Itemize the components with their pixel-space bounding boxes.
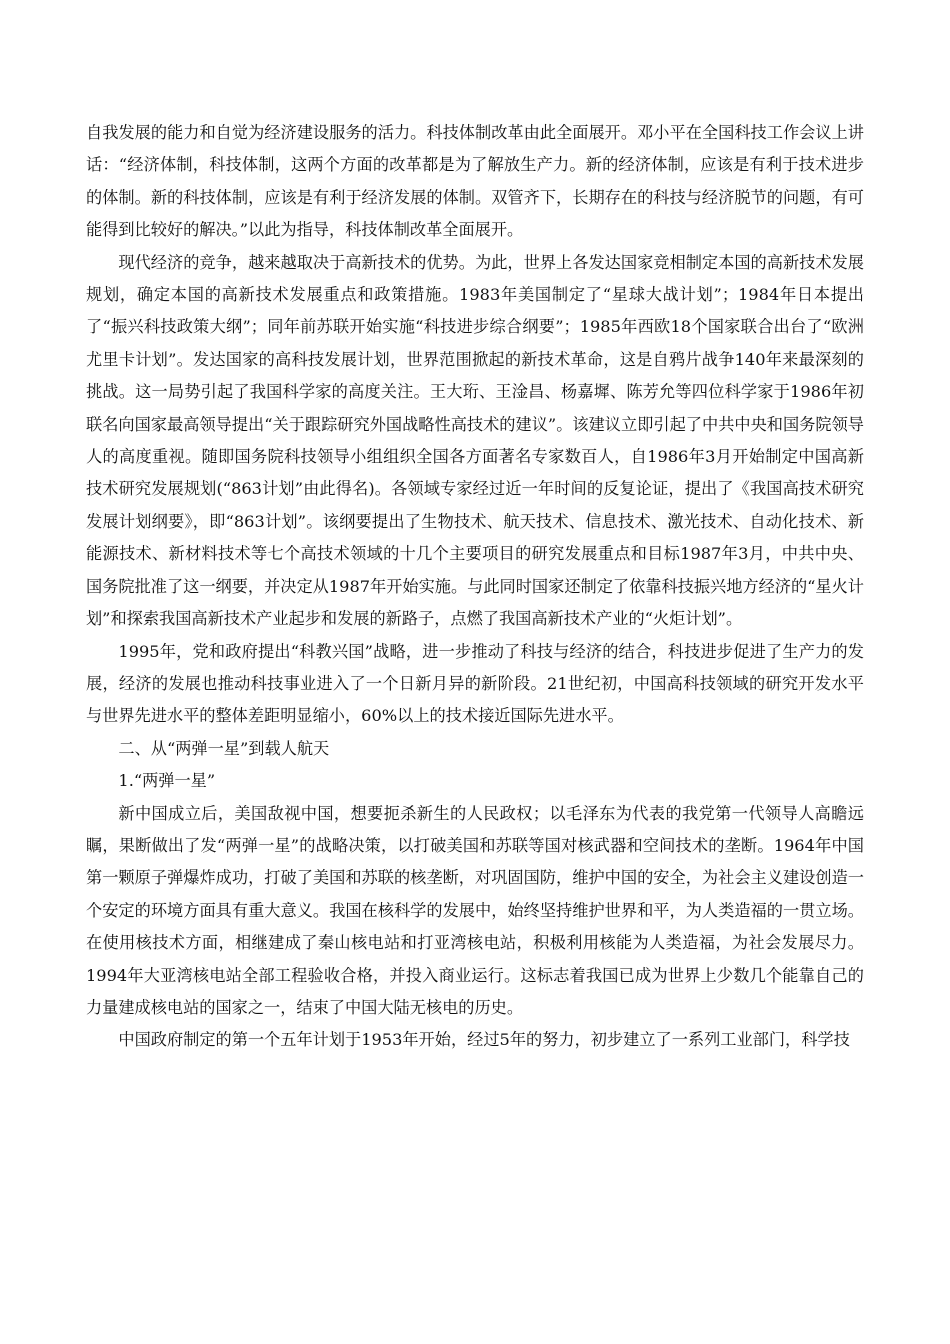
paragraph-863-plan: 现代经济的竞争，越来越取决于高新技术的优势。为此，世界上各发达国家竞相制定本国的高新技术发展规划，确定本国的高新技术发展重点和政策措施。1983年美国制定了“星球大战计划”；1984年日本提出了“振兴科技政策大纲”；同年前苏联开始实施“科技进步综合纲要”；1985年西欧18个国家联合出台了“欧洲尤里卡计划”。发达国家的高科技发展计划，世界范围掀起的新技术革命，这是自鸦片战争140年来最深刻的挑战。这一局势引起了我国科学家的高度关注。王大珩、王淦昌、杨嘉墀、陈芳允等四位科学家于1986年初联名向国家最高领导提出“关于跟踪研究外国战略性高技术的建议”。该建议立即引起了中共中央和国务院领导人的高度重视。随即国务院科技领导小组组织全国各方面著名专家数百人，自1986年3月开始制定中国高新技术研究发展规划(“863计划”由此得名)。各领域专家经过近一年时间的反复论证，提出了《我国高技术研究发展计划纲要》，即“863计划”。该纲要提出了生物技术、航天技术、信息技术、激光技术、自动化技术、新能源技术、新材料技术等七个高技术领域的十几个主要项目的研究发展重点和目标1987年3月，中共中央、国务院批准了这一纲要，并决定从1987年开始实施。与此同时国家还制定了依靠科技振兴地方经济的“星火计划”和探索我国高新技术产业起步和发展的新路子，点燃了我国高新技术产业的“火炬计划”。 <box>86 252 864 629</box>
paragraph-science-education: 1995年，党和政府提出“科教兴国”战略，进一步推动了科技与经济的结合，科技进步促进了生产力的发展，经济的发展也推动科技事业进入了一个日新月异的新阶段。21世纪初，中国高科技领域的研究开发水平与世界先进水平的整体差距明显缩小，60%以上的技术接近国际先进水平。 <box>86 641 864 726</box>
document-page <box>86 117 864 1057</box>
paragraph-five-year-plan: 中国政府制定的第一个五年计划于1953年开始，经过5年的努力，初步建立了一系列工业部门，科学技 <box>118 1030 850 1050</box>
section-heading: 二、从“两弹一星”到载人航天 <box>118 738 330 758</box>
subsection-heading: 1.“两弹一星” <box>118 771 216 791</box>
paragraph-tech-reform: 自我发展的能力和自觉为经济建设服务的活力。科技体制改革由此全面展开。邓小平在全国科技工作会议上讲话：“经济体制，科技体制，这两个方面的改革都是为了解放生产力。新的经济体制，应该是有利于技术进步的体制。新的科技体制，应该是有利于经济发展的体制。双管齐下，长期存在的科技与经济脱节的问题，有可能得到比较好的解决。”以此为指导，科技体制改革全面展开。 <box>86 123 864 240</box>
paragraph-two-bombs-one-satellite: 新中国成立后，美国敌视中国，想要扼杀新生的人民政权；以毛泽东为代表的我党第一代领导人高瞻远瞩，果断做出了发“两弹一星”的战略决策，以打破美国和苏联等国对核武器和空间技术的垄断。1964年中国第一颗原子弹爆炸成功，打破了美国和苏联的核垄断，对巩固国防，维护中国的安全，为社会主义建设创造一个安定的环境方面具有重大意义。我国在核科学的发展中，始终坚持维护世界和平，为人类造福的一贯立场。在使用核技术方面，相继建成了秦山核电站和打亚湾核电站，积极利用核能为人类造福，为社会发展尽力。1994年大亚湾核电站全部工程验收合格，并投入商业运行。这标志着我国已成为世界上少数几个能靠自己的力量建成核电站的国家之一，结束了中国大陆无核电的历史。 <box>86 803 864 1017</box>
